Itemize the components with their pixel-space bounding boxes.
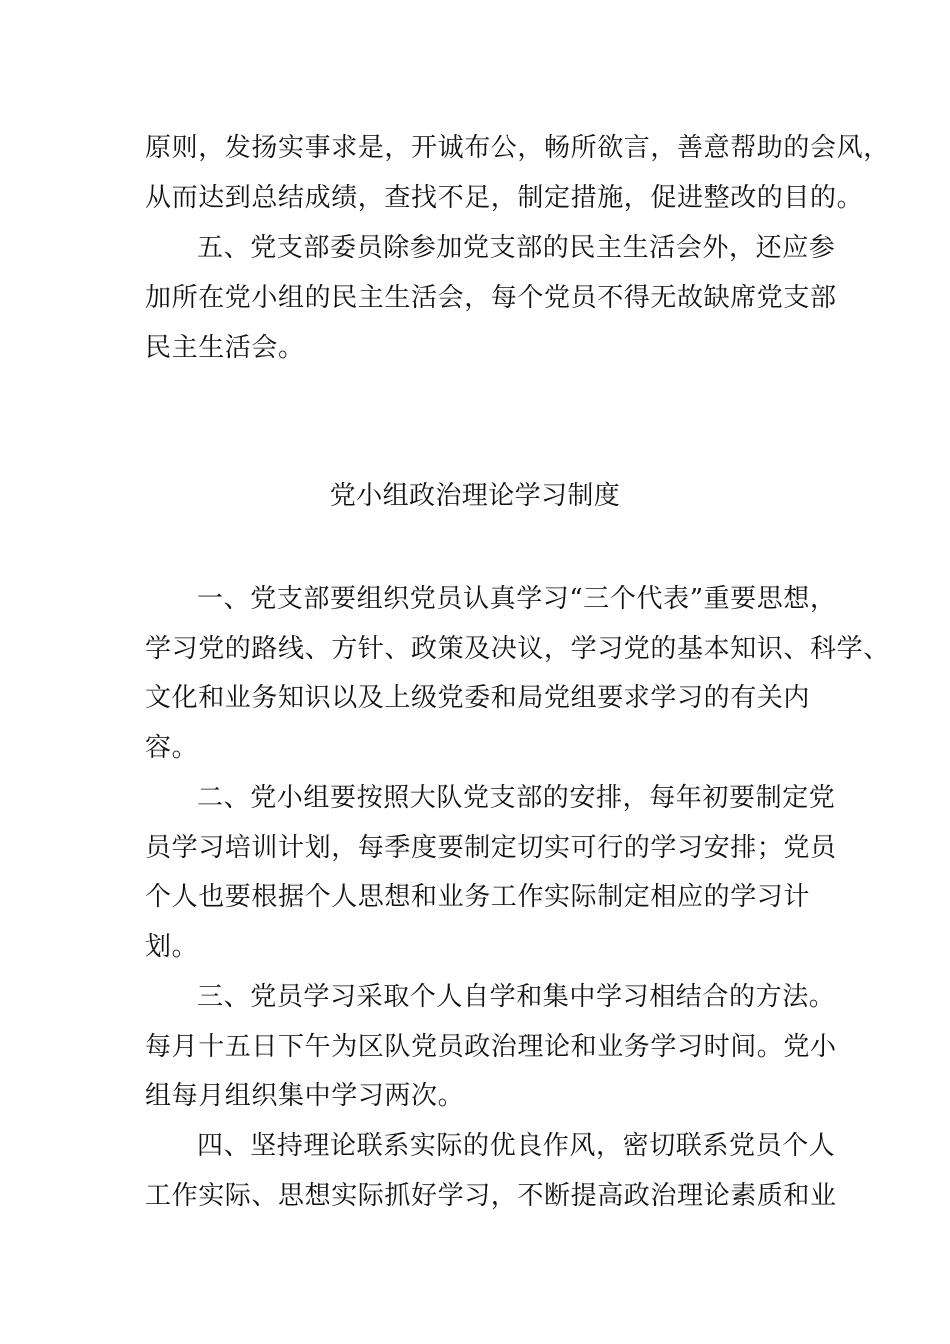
text-line: 容。: [145, 733, 199, 763]
text-line: 原则，发扬实事求是，开诚布公，畅所欲言，善意帮助的会风，: [145, 133, 890, 163]
text-line: 四、坚持理论联系实际的优良作风，密切联系党员个人: [197, 1131, 836, 1161]
text-line: 文化和业务知识以及上级党委和局党组要求学习的有关内: [145, 683, 811, 713]
text-line: 工作实际、思想实际抓好学习，不断提高政治理论素质和业: [145, 1181, 837, 1211]
text-line: 学习党的路线、方针、政策及决议，学习党的基本知识、科学、: [145, 634, 890, 664]
text-line: 三、党员学习采取个人自学和集中学习相结合的方法。: [197, 982, 836, 1012]
text-line: 员学习培训计划，每季度要制定切实可行的学习安排；党员: [145, 833, 837, 863]
text-line: 加所在党小组的民主生活会，每个党员不得无故缺席党支部: [145, 283, 837, 313]
text-line: 划。: [145, 932, 199, 962]
text-line: 个人也要根据个人思想和业务工作实际制定相应的学习计: [145, 882, 811, 912]
text-line: 每月十五日下午为区队党员政治理论和业务学习时间。党小: [145, 1032, 837, 1062]
text-line: 组每月组织集中学习两次。: [145, 1081, 465, 1111]
text-line: 二、党小组要按照大队党支部的安排，每年初要制定党: [197, 783, 836, 813]
text-line: 一、党支部要组织党员认真学习“三个代表”重要思想，: [197, 584, 837, 614]
text-line: 从而达到总结成绩，查找不足，制定措施，促进整改的目的。: [145, 183, 864, 213]
text-line: 五、党支部委员除参加党支部的民主生活会外，还应参: [197, 233, 836, 263]
section-title: 党小组政治理论学习制度: [329, 481, 621, 511]
text-line: 民主生活会。: [145, 333, 305, 363]
